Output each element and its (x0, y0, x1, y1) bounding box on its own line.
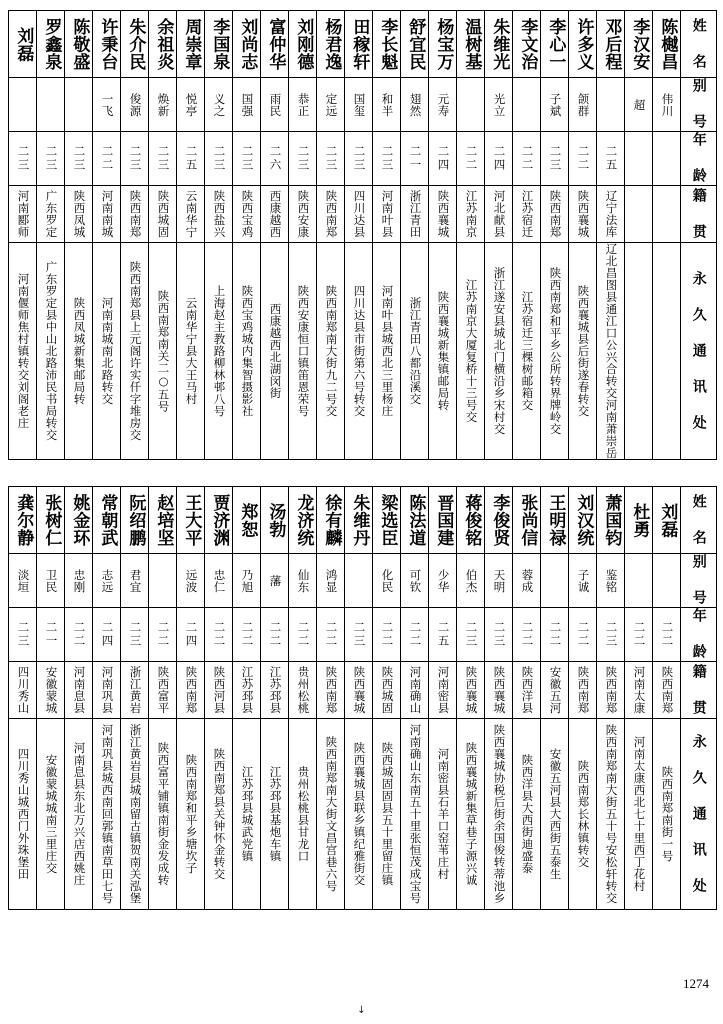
cell-alias (541, 554, 569, 608)
cell-alias: 国强 (233, 78, 261, 132)
cell-name: 杨君逸 (317, 11, 345, 78)
cell-address: 陕西襄城新集草巷子源兴诚 (457, 719, 485, 910)
cell-age: 二二 (65, 608, 93, 662)
cell-address: 河南南城南北路转交 (93, 243, 121, 460)
cell-native: 河南密县 (429, 662, 457, 719)
cell-address: 陕西南郑长林镇转交 (569, 719, 597, 910)
cell-alias (653, 554, 681, 608)
cell-address: 安徽五河县大西街五泰生 (541, 719, 569, 910)
cell-age: 二三 (9, 132, 37, 186)
cell-alias: 蓉成 (513, 554, 541, 608)
cell-name: 刘汉统 (569, 487, 597, 554)
cell-address: 陕西南郑和平乡塘坎子 (177, 719, 205, 910)
cell-address: 广东罗定县中山北路沛民书局转交 (37, 243, 65, 460)
roster-table-top (8, 10, 717, 460)
cell-alias: 雨民 (261, 78, 289, 132)
cell-alias: 鸿显 (317, 554, 345, 608)
cell-native: 陕西南郑 (569, 662, 597, 719)
cell-address: 陕西襄城协税后街余国俊转蒂池乡 (485, 719, 513, 910)
table-row (9, 11, 717, 78)
cell-name: 田稼轩 (345, 11, 373, 78)
cell-address: 河南确山东南五十里张恒茂成宝号 (401, 719, 429, 910)
table-row (9, 719, 717, 910)
cell-alias (149, 554, 177, 608)
cell-address: 河南巩县城西南回郭镇南草田七号 (93, 719, 121, 910)
cell-age: 二三 (233, 132, 261, 186)
cell-alias: 子诚 (569, 554, 597, 608)
cell-name: 杜勇 (625, 487, 653, 554)
cell-name: 李文治 (513, 11, 541, 78)
cell-alias: 乃旭 (233, 554, 261, 608)
cell-address: 江苏宿迁三棵树邮箱交 (513, 243, 541, 460)
cell-alias (457, 78, 485, 132)
cell-address: 浙江黄岩县城南留古镇贺南关泓堡 (121, 719, 149, 910)
cell-age: 二三 (149, 132, 177, 186)
cell-native: 陕西盐兴 (205, 186, 233, 243)
cell-address: 陕西南郑南大街文昌宫巷六号 (317, 719, 345, 910)
cell-address: 陕西襄城县联乡镇纪雅街交 (345, 719, 373, 910)
cell-address: 陕西南郑南关二○五号 (149, 243, 177, 460)
cell-alias: 元寿 (429, 78, 457, 132)
cell-address: 安徽蒙城城南三里庄交 (37, 719, 65, 910)
cell-alias: 卫民 (37, 554, 65, 608)
cell-name: 朱维丹 (345, 487, 373, 554)
cell-alias: 焕新 (149, 78, 177, 132)
cell-alias: 少华 (429, 554, 457, 608)
table-row (9, 487, 717, 554)
cell-alias (345, 554, 373, 608)
table-row (9, 78, 717, 132)
cell-alias (513, 78, 541, 132)
cell-name: 温树基 (457, 11, 485, 78)
cell-name: 刘磊 (653, 487, 681, 554)
cell-name: 李国泉 (205, 11, 233, 78)
cell-native: 陕西南郑 (177, 662, 205, 719)
cell-native: 陕西南郑 (317, 186, 345, 243)
cell-name: 邓后程 (597, 11, 625, 78)
cell-native: 陕西襄城 (429, 186, 457, 243)
cell-address (625, 243, 653, 460)
cell-name: 陈樾昌 (653, 11, 681, 78)
cell-native: 江苏邳县 (261, 662, 289, 719)
cell-address: 云南华宁县大王马村 (177, 243, 205, 460)
cell-alias: 一飞 (93, 78, 121, 132)
cell-age: 二二 (541, 608, 569, 662)
cell-alias: 忠刚 (65, 554, 93, 608)
cell-native: 浙江青田 (401, 186, 429, 243)
cell-name: 李俊贤 (485, 487, 513, 554)
cell-native: 江苏邳县 (233, 662, 261, 719)
cell-age: 二三 (485, 608, 513, 662)
cell-name: 李长魁 (373, 11, 401, 78)
header-age: 年 龄 (681, 608, 717, 662)
cell-age: 二二 (457, 132, 485, 186)
cell-alias: 鉴铭 (597, 554, 625, 608)
cell-address: 陕西宝鸡城内集智摄影社 (233, 243, 261, 460)
cell-native: 陕西襄城 (485, 662, 513, 719)
cell-age: 二三 (373, 132, 401, 186)
cell-age: 二二 (625, 608, 653, 662)
cell-alias: 天明 (485, 554, 513, 608)
cell-address: 陕西南郑南街一号 (653, 719, 681, 910)
cell-name: 李心一 (541, 11, 569, 78)
cell-native: 陕西襄城 (569, 186, 597, 243)
cell-alias: 君宜 (121, 554, 149, 608)
cell-age: 二二 (289, 608, 317, 662)
cell-address: 陕西城固固县五十里留庄镇 (373, 719, 401, 910)
cell-address: 河南偃师焦村镇转交刘阁老庄 (9, 243, 37, 460)
cell-age: 二四 (177, 608, 205, 662)
cell-native: 陕西安康 (289, 186, 317, 243)
cell-age: 二二 (401, 608, 429, 662)
header-alias: 别 号 (681, 554, 717, 608)
cell-age: 二二 (205, 608, 233, 662)
cell-native: 陕西洋县 (513, 662, 541, 719)
cell-age: 二二 (317, 608, 345, 662)
cell-name: 梁选臣 (373, 487, 401, 554)
cell-native: 陕西河县 (205, 662, 233, 719)
cell-age: 二四 (93, 608, 121, 662)
cell-native: 江苏南京 (457, 186, 485, 243)
cell-age: 二二 (513, 132, 541, 186)
cell-alias: 颌群 (569, 78, 597, 132)
cell-alias (625, 554, 653, 608)
cell-age: 二三 (289, 132, 317, 186)
cell-native: 陕西城固 (149, 186, 177, 243)
cell-native: 贵州松桃 (289, 662, 317, 719)
cell-age (653, 132, 681, 186)
header-address: 永 久 通 讯 处 (681, 719, 717, 910)
cell-native: 河南巩县 (93, 662, 121, 719)
cell-native (625, 186, 653, 243)
cell-age: 二三 (541, 132, 569, 186)
cell-native: 四川达县 (345, 186, 373, 243)
cell-native: 陕西襄城 (345, 662, 373, 719)
cell-alias: 远波 (177, 554, 205, 608)
table-row (9, 186, 717, 243)
cell-name: 王明禄 (541, 487, 569, 554)
cell-alias (37, 78, 65, 132)
cell-name: 朱维光 (485, 11, 513, 78)
roster-table-bottom (8, 486, 717, 910)
cell-alias: 仙东 (289, 554, 317, 608)
cell-age: 二三 (205, 132, 233, 186)
footer-mark: ↓ (357, 1005, 366, 1016)
cell-address: 江苏南京大厦复桥十三号交 (457, 243, 485, 460)
cell-native: 浙江黄岩 (121, 662, 149, 719)
cell-name: 余祖炎 (149, 11, 177, 78)
cell-address: 江苏邳县基炮车镇 (261, 719, 289, 910)
cell-age: 二二 (233, 608, 261, 662)
cell-address: 四川秀山城西门外珠堡田 (9, 719, 37, 910)
cell-address: 贵州松桃县甘龙口 (289, 719, 317, 910)
cell-age: 二三 (65, 132, 93, 186)
cell-alias: 光立 (485, 78, 513, 132)
cell-native (653, 186, 681, 243)
cell-alias (65, 78, 93, 132)
cell-native: 陕西南郑 (317, 662, 345, 719)
cell-age: 二二 (513, 608, 541, 662)
cell-name: 朱介民 (121, 11, 149, 78)
cell-age: 二三 (345, 608, 373, 662)
cell-address: 辽北昌图县通江口公兴合转交河南萧崇岳 (597, 243, 625, 460)
cell-native: 河南南城 (93, 186, 121, 243)
header-age: 年 龄 (681, 132, 717, 186)
cell-native: 陕西城固 (373, 662, 401, 719)
cell-address: 浙江遂安县城北门横沿乡宋村交 (485, 243, 513, 460)
cell-alias: 悦亭 (177, 78, 205, 132)
table-row (9, 132, 717, 186)
page-number: 1274 (683, 976, 709, 991)
cell-native: 河南太康 (625, 662, 653, 719)
cell-native: 陕西南郑 (541, 186, 569, 243)
cell-address: 陕西安康恒口镇笛恩荣号 (289, 243, 317, 460)
cell-alias: 国玺 (345, 78, 373, 132)
cell-name: 张树仁 (37, 487, 65, 554)
cell-age: 二一 (37, 608, 65, 662)
header-address: 永 久 通 讯 处 (681, 243, 717, 460)
cell-name: 周崇章 (177, 11, 205, 78)
cell-address: 河南太康西北七十里西丁花村 (625, 719, 653, 910)
cell-native: 河南叶县 (373, 186, 401, 243)
cell-name: 许多义 (569, 11, 597, 78)
cell-native: 广东罗定 (37, 186, 65, 243)
cell-name: 龚尔静 (9, 487, 37, 554)
cell-name: 汤勃 (261, 487, 289, 554)
cell-age: 二三 (597, 608, 625, 662)
cell-alias (9, 78, 37, 132)
cell-address: 陕西富平铺镇南街金发成转 (149, 719, 177, 910)
cell-name: 萧国钧 (597, 487, 625, 554)
cell-native: 陕西南郑 (653, 662, 681, 719)
cell-alias: 俊源 (121, 78, 149, 132)
cell-address: 上海赵主教路柳林邨八号 (205, 243, 233, 460)
cell-native: 四川秀山 (9, 662, 37, 719)
cell-age: 二二 (373, 608, 401, 662)
cell-age: 二三 (317, 132, 345, 186)
cell-age: 二一 (401, 132, 429, 186)
cell-address: 陕西洋县大西街迪盛泰 (513, 719, 541, 910)
cell-age: 二六 (261, 132, 289, 186)
cell-native: 河南确山 (401, 662, 429, 719)
cell-name: 罗鑫泉 (37, 11, 65, 78)
cell-native: 陕西南郑 (121, 186, 149, 243)
cell-address: 河南息县东北万兴店西姚庄 (65, 719, 93, 910)
cell-native: 云南华宁 (177, 186, 205, 243)
cell-address: 河南叶县城西北三里杨庄 (373, 243, 401, 460)
cell-name: 蒋俊铭 (457, 487, 485, 554)
cell-address: 河南密县石羊口窑苇庄村 (429, 719, 457, 910)
cell-address: 陕西南郑县上元阁许实仟字堆房交 (121, 243, 149, 460)
table-gap (8, 460, 715, 486)
cell-name: 刘磊 (9, 11, 37, 78)
cell-alias: 化民 (373, 554, 401, 608)
cell-name: 王大平 (177, 487, 205, 554)
cell-name: 陈敬盛 (65, 11, 93, 78)
header-name: 姓 名 (681, 11, 717, 78)
cell-name: 张尚信 (513, 487, 541, 554)
cell-age: 二三 (121, 608, 149, 662)
cell-native: 陕西富平 (149, 662, 177, 719)
cell-name: 郑恕 (233, 487, 261, 554)
cell-native: 安徽五河 (541, 662, 569, 719)
cell-name: 杨宝万 (429, 11, 457, 78)
cell-name: 李汉安 (625, 11, 653, 78)
cell-name: 徐有麟 (317, 487, 345, 554)
cell-name: 刘刚德 (289, 11, 317, 78)
cell-native: 河南息县 (65, 662, 93, 719)
table-row (9, 243, 717, 460)
cell-age: 二三 (457, 608, 485, 662)
header-alias: 别 号 (681, 78, 717, 132)
cell-alias: 子斌 (541, 78, 569, 132)
cell-native: 陕西襄城 (457, 662, 485, 719)
cell-name: 龙济统 (289, 487, 317, 554)
cell-address: 陕西凤城新集邮局转 (65, 243, 93, 460)
cell-address: 四川达县市街第六号转交 (345, 243, 373, 460)
cell-alias: 藩 (261, 554, 289, 608)
cell-alias: 忠仁 (205, 554, 233, 608)
cell-address: 陕西南郑南大街五十号安松轩转交 (597, 719, 625, 910)
cell-age: 二二 (149, 608, 177, 662)
cell-age: 二四 (485, 132, 513, 186)
cell-age: 二二 (569, 608, 597, 662)
cell-address (653, 243, 681, 460)
cell-address: 陕西南郑南大街九二号交 (317, 243, 345, 460)
cell-age: 二三 (9, 608, 37, 662)
cell-alias: 翅然 (401, 78, 429, 132)
cell-age: 二二 (261, 608, 289, 662)
cell-alias: 伯杰 (457, 554, 485, 608)
cell-age: 二二 (93, 132, 121, 186)
cell-address: 江苏邳县城武党镇 (233, 719, 261, 910)
cell-age: 二五 (429, 608, 457, 662)
cell-name: 富仲华 (261, 11, 289, 78)
cell-alias (597, 78, 625, 132)
table-row (9, 554, 717, 608)
cell-alias: 伟川 (653, 78, 681, 132)
cell-name: 许秉台 (93, 11, 121, 78)
cell-native: 江苏宿迁 (513, 186, 541, 243)
cell-age: 二三 (121, 132, 149, 186)
table-row (9, 608, 717, 662)
cell-age: 二二 (569, 132, 597, 186)
table-row (9, 662, 717, 719)
cell-name: 晋国建 (429, 487, 457, 554)
cell-name: 常朝武 (93, 487, 121, 554)
cell-name: 阮绍鹏 (121, 487, 149, 554)
cell-age: 二三 (345, 132, 373, 186)
cell-name: 赵培坚 (149, 487, 177, 554)
cell-native: 辽宁法库 (597, 186, 625, 243)
cell-alias: 淡垣 (9, 554, 37, 608)
cell-age: 二二 (653, 608, 681, 662)
cell-native: 陕西宝鸡 (233, 186, 261, 243)
cell-name: 姚金环 (65, 487, 93, 554)
header-name: 姓 名 (681, 487, 717, 554)
cell-alias: 义之 (205, 78, 233, 132)
cell-name: 刘尚志 (233, 11, 261, 78)
cell-alias: 可钦 (401, 554, 429, 608)
cell-age (625, 132, 653, 186)
cell-native: 陕西南郑 (597, 662, 625, 719)
cell-native: 河北献县 (485, 186, 513, 243)
cell-address: 陕西南郑和平乡公所转界牌岭交 (541, 243, 569, 460)
cell-native: 安徽蒙城 (37, 662, 65, 719)
cell-name: 舒宜民 (401, 11, 429, 78)
header-native: 籍 贯 (681, 662, 717, 719)
cell-age: 二四 (429, 132, 457, 186)
cell-native: 河南郾师 (9, 186, 37, 243)
cell-alias: 和半 (373, 78, 401, 132)
cell-address: 陕西襄城县后街遂春转交 (569, 243, 597, 460)
cell-address: 陕西襄城新集镇邮局转 (429, 243, 457, 460)
cell-age: 二三 (37, 132, 65, 186)
header-native: 籍 贯 (681, 186, 717, 243)
cell-name: 贾济渊 (205, 487, 233, 554)
cell-alias: 志远 (93, 554, 121, 608)
cell-age: 二五 (597, 132, 625, 186)
cell-address: 浙江青田八都沿溪交 (401, 243, 429, 460)
cell-native: 西康越西 (261, 186, 289, 243)
cell-address: 陕西南郑县关钟怀金转交 (205, 719, 233, 910)
cell-name: 陈法道 (401, 487, 429, 554)
cell-alias: 超 (625, 78, 653, 132)
cell-native: 陕西凤城 (65, 186, 93, 243)
cell-address: 西康越西北湖闵街 (261, 243, 289, 460)
cell-alias: 定远 (317, 78, 345, 132)
cell-alias: 恭正 (289, 78, 317, 132)
cell-age: 二五 (177, 132, 205, 186)
